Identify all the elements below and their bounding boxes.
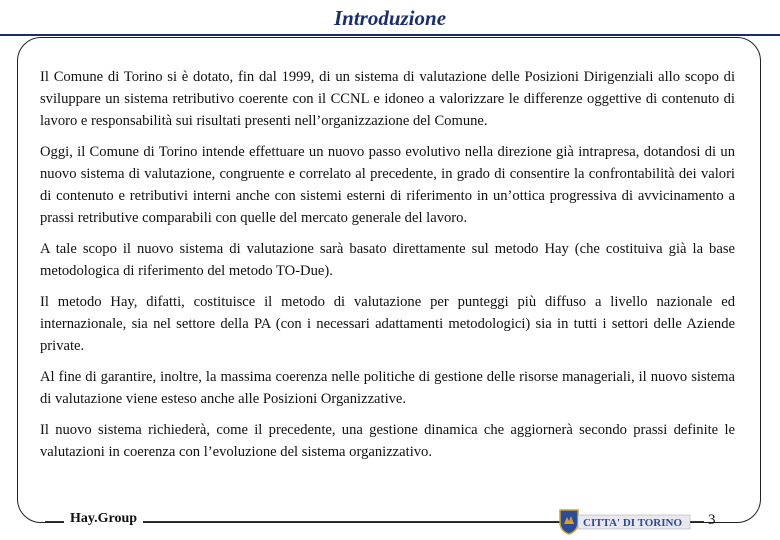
paragraph: Al fine di garantire, inoltre, la massima coerenza nelle politiche di gestione delle risorse manageriali, il nuovo sistema di valutazione viene esteso anche alle Posizioni Organizzative. bbox=[40, 369, 735, 407]
page-number: 3 bbox=[708, 512, 716, 528]
citta-di-torino-logo bbox=[556, 507, 696, 535]
page-title: Introduzione bbox=[333, 6, 447, 30]
paragraph: Il Comune di Torino si è dotato, fin dal 1999, di un sistema di valutazione delle Posizioni Dirigenziali allo scopo di sviluppare un sistema retributivo coerente con il CCNL e idoneo a valorizzare le differenze oggettive di contenuto di lavoro e responsabilità sui risultati presenti nell’organizzazione del Comune. bbox=[40, 69, 735, 129]
paragraph: Il nuovo sistema richiederà, come il precedente, una gestione dinamica che aggiornerà secondo prassi definite le valutazioni in coerenza con l’evoluzione del sistema organizzativo. bbox=[40, 422, 735, 460]
paragraph: A tale scopo il nuovo sistema di valutazione sarà basato direttamente sul metodo Hay (che costituiva già la base metodologica di riferimento del metodo TO-Due). bbox=[40, 241, 735, 279]
paragraph: Il metodo Hay, difatti, costituisce il metodo di valutazione per punteggi più diffuso a livello nazionale ed internazionale, sia nel settore della PA (con i necessari adattamenti metodologici) sia in tutti i settori delle Aziende private. bbox=[40, 294, 735, 354]
paragraph: Oggi, il Comune di Torino intende effettuare un nuovo passo evolutivo nella direzione già intrapresa, dotandosi di un nuovo sistema di valutazione, congruente e correlato al precedente, in grado di consentire la confrontabilità dei valori di contenuto e retributivi interni anche con sistemi esterni di riferimento in un’ottica progressiva di avvicinamento a prassi retributive comparabili con quelle del mercato generale del lavoro. bbox=[40, 144, 735, 226]
title-divider bbox=[0, 34, 780, 36]
city-logo-text: CITTA' DI TORINO bbox=[583, 517, 683, 529]
document-body bbox=[40, 66, 735, 472]
footer bbox=[0, 505, 780, 539]
haygroup-logo: Hay.Group bbox=[64, 511, 143, 527]
